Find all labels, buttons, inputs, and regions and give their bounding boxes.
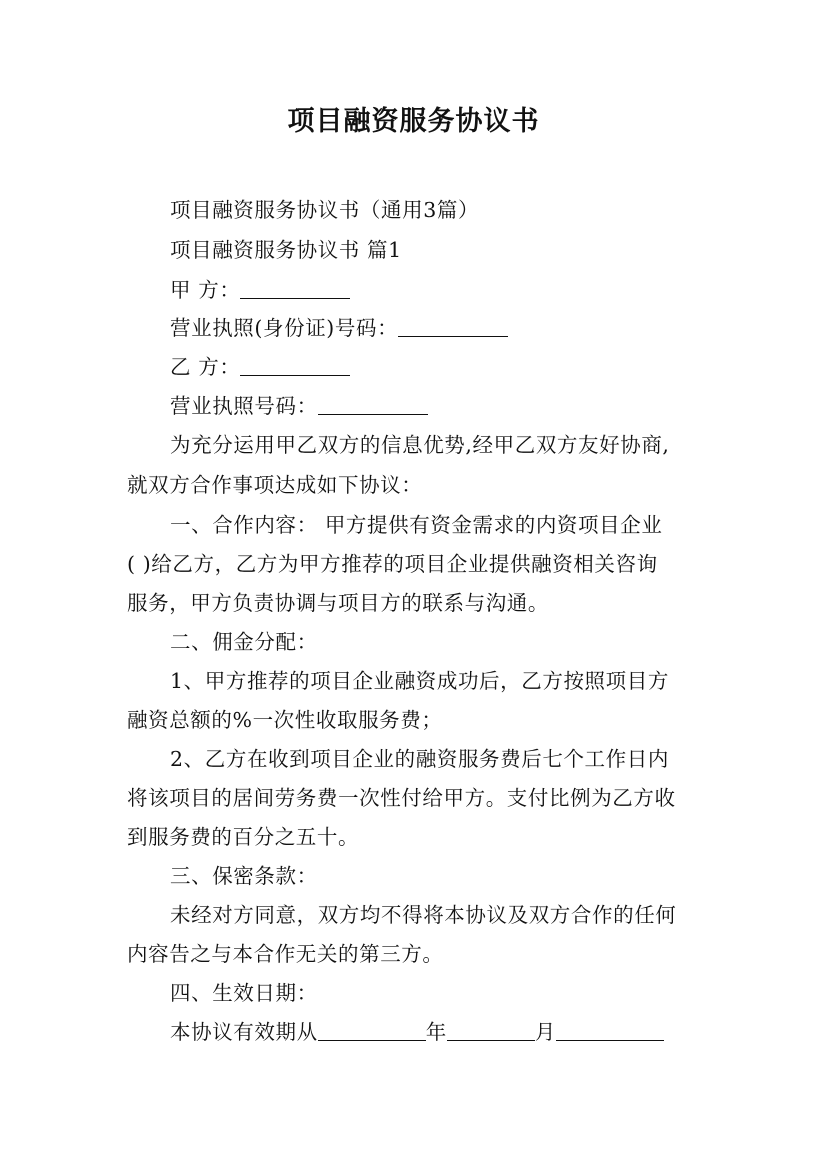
intro-line: 为充分运用甲乙双方的信息优势,经甲乙双方友好协商,	[170, 433, 670, 457]
clause1-line: 服务，甲方负责协调与项目方的联系与沟通。	[127, 591, 549, 615]
party-a-blank	[240, 276, 350, 299]
clause3-heading: 三、保密条款：	[170, 864, 318, 888]
party-a-row	[170, 270, 745, 310]
validity-month-blank	[556, 1018, 664, 1041]
clause2-item2-line: 到服务费的百分之五十。	[127, 825, 360, 849]
party-b-row	[170, 347, 745, 387]
validity-prefix: 本协议有效期从	[170, 1020, 318, 1044]
party-b-license-row	[170, 386, 745, 426]
validity-year-blank	[447, 1018, 535, 1041]
party-b-license-label: 营业执照号码：	[170, 394, 318, 418]
clause1-line: ( )给乙方，乙方为甲方推荐的项目企业提供融资相关咨询	[127, 552, 658, 576]
party-a-license-row	[170, 308, 745, 348]
clause1-line: 一、合作内容： 甲方提供有资金需求的内资项目企业	[170, 513, 663, 537]
document-subtitle: 项目融资服务协议书（通用3篇）	[170, 198, 480, 222]
party-b-license-blank	[318, 392, 428, 415]
section-heading: 项目融资服务协议书 篇1	[170, 238, 402, 262]
validity-row	[170, 1012, 745, 1052]
clause4-heading: 四、生效日期：	[170, 981, 318, 1005]
clause3-line: 未经对方同意，双方均不得将本协议及双方合作的任何	[170, 903, 677, 927]
clause2-heading: 二、佣金分配：	[170, 630, 318, 654]
document-title: 项目融资服务协议书	[287, 106, 540, 137]
clause2-item1-line: 融资总额的%一次性收取服务费；	[127, 708, 443, 732]
party-a-license-blank	[398, 314, 508, 337]
party-b-label: 乙 方：	[170, 355, 241, 379]
party-a-label: 甲 方：	[170, 278, 241, 302]
validity-start-blank	[318, 1018, 426, 1041]
clause2-item2-line: 2、乙方在收到项目企业的融资服务费后七个工作日内	[170, 747, 669, 771]
clause2-item2-line: 将该项目的居间劳务费一次性付给甲方。支付比例为乙方收	[127, 786, 676, 810]
party-b-blank	[240, 353, 350, 376]
validity-year-label: 年	[425, 1020, 447, 1044]
intro-line: 就双方合作事项达成如下协议：	[127, 473, 423, 497]
validity-month-label: 月	[534, 1020, 556, 1044]
clause3-line: 内容告之与本合作无关的第三方。	[127, 942, 444, 966]
clause2-item1-line: 1、甲方推荐的项目企业融资成功后，乙方按照项目方	[170, 669, 669, 693]
party-a-license-label: 营业执照(身份证)号码：	[170, 316, 399, 340]
